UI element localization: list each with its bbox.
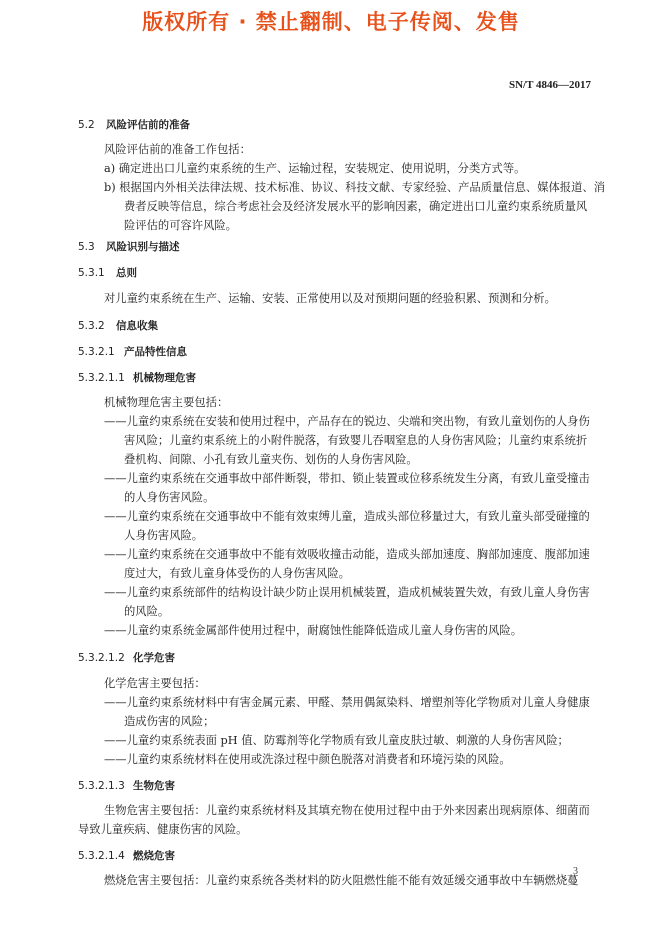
section-heading (78, 240, 180, 254)
section-title: 燃烧危害 (133, 850, 175, 862)
section-title: 化学危害 (133, 652, 175, 664)
paragraph-line: 风险评估前的准备工作包括： (104, 143, 251, 156)
section-number: 5.3.2.1 (78, 346, 115, 358)
page-number: 3 (573, 866, 578, 877)
dash-list-item-cont: 的人身伤害风险。 (124, 491, 215, 504)
section-heading (78, 849, 175, 863)
section-heading (78, 779, 175, 793)
section-title: 产品特性信息 (124, 346, 187, 358)
dash-list-item: ——儿童约束系统金属部件使用过程中，耐腐蚀性能降低造成儿童人身伤害的风险。 (104, 624, 522, 637)
dash-list-item: ——儿童约束系统在交通事故中不能有效吸收撞击动能，造成头部加速度、胸部加速度、腹部加速 (104, 548, 590, 561)
section-number: 5.3 (78, 241, 95, 253)
section-number: 5.3.2 (78, 320, 105, 332)
section-heading (78, 651, 175, 665)
section-title: 总则 (116, 267, 137, 279)
section-title: 风险识别与描述 (106, 241, 180, 253)
dash-list-item: ——儿童约束系统材料在使用或洗涤过程中颜色脱落对消费者和环境污染的风险。 (104, 753, 511, 766)
section-heading (78, 319, 158, 333)
dash-list-item-cont: 害风险；儿童约束系统上的小附件脱落，有致婴儿吞咽窒息的人身伤害风险；儿童约束系统折 (124, 434, 588, 447)
paragraph-line: 导致儿童疾病、健康伤害的风险。 (78, 823, 248, 836)
paragraph-line: 化学危害主要包括： (104, 677, 206, 690)
list-item-a: a) 确定进出口儿童约束系统的生产、运输过程，安装规定、使用说明，分类方式等。 (104, 162, 526, 175)
list-item-b-cont: 险评估的可容许风险。 (124, 219, 237, 232)
dash-list-item: ——儿童约束系统部件的结构设计缺少防止误用机械装置，造成机械装置失效，有致儿童人身伤害 (104, 586, 590, 599)
list-item-b: b) 根据国内外相关法律法规、技术标准、协议、科技文献、专家经验、产品质量信息、媒体报道、消 (104, 181, 606, 194)
dash-list-item: ——儿童约束系统在交通事故中部件断裂，带扣、锁止装置或位移系统发生分离，有致儿童受撞击 (104, 472, 590, 485)
dash-list-item: ——儿童约束系统材料中有害金属元素、甲醛、禁用偶氮染料、增塑剂等化学物质对儿童人身健康 (104, 696, 590, 709)
dash-list-item-cont: 叠机构、间隙、小孔有致儿童夹伤、划伤的人身伤害风险。 (124, 453, 418, 466)
paragraph-line: 生物危害主要包括：儿童约束系统材料及其填充物在使用过程中由于外来因素出现病原体、细菌而 (104, 804, 590, 817)
section-title: 机械物理危害 (133, 372, 196, 384)
section-title: 风险评估前的准备 (106, 119, 190, 131)
watermark-banner: 版权所有 · 禁止翻制、电子传阅、发售 (142, 10, 520, 34)
paragraph-line: 机械物理危害主要包括： (104, 396, 229, 409)
section-heading (78, 118, 190, 132)
section-title: 信息收集 (116, 320, 158, 332)
section-title: 生物危害 (133, 780, 175, 792)
section-number: 5.3.2.1.3 (78, 780, 125, 792)
section-number: 5.3.1 (78, 267, 105, 279)
section-number: 5.3.2.1.4 (78, 850, 125, 862)
dash-list-item-cont: 度过大，有致儿童身体受伤的人身伤害风险。 (124, 567, 350, 580)
dash-list-item-cont: 人身伤害风险。 (124, 529, 204, 542)
standard-code: SN/T 4846—2017 (508, 79, 591, 91)
dash-list-item-cont: 的风险。 (124, 605, 170, 618)
dash-list-item: ——儿童约束系统表面 pH 值、防霉剂等化学物质有致儿童皮肤过敏、刺激的人身伤害风险； (104, 734, 569, 747)
section-number: 5.3.2.1.2 (78, 652, 125, 664)
section-heading (78, 345, 187, 359)
section-number: 5.2 (78, 119, 95, 131)
paragraph-line: 对儿童约束系统在生产、运输、安装、正常使用以及对预期问题的经验积累、预测和分析。 (104, 292, 556, 305)
dash-list-item: ——儿童约束系统在交通事故中不能有效束缚儿童，造成头部位移量过大，有致儿童头部受碰撞的 (104, 510, 590, 523)
list-item-b-cont: 费者反映等信息，综合考虑社会及经济发展水平的影响因素，确定进出口儿童约束系统质量风 (124, 200, 588, 213)
paragraph-line: 燃烧危害主要包括：儿童约束系统各类材料的防火阻燃性能不能有效延缓交通事故中车辆燃烧蔓 (104, 874, 579, 887)
dash-list-item-cont: 造成伤害的风险； (124, 715, 215, 728)
section-heading (78, 266, 137, 280)
dash-list-item: ——儿童约束系统在安装和使用过程中，产品存在的锐边、尖端和突出物，有致儿童划伤的人身伤 (104, 415, 590, 428)
section-heading (78, 371, 196, 385)
section-number: 5.3.2.1.1 (78, 372, 125, 384)
